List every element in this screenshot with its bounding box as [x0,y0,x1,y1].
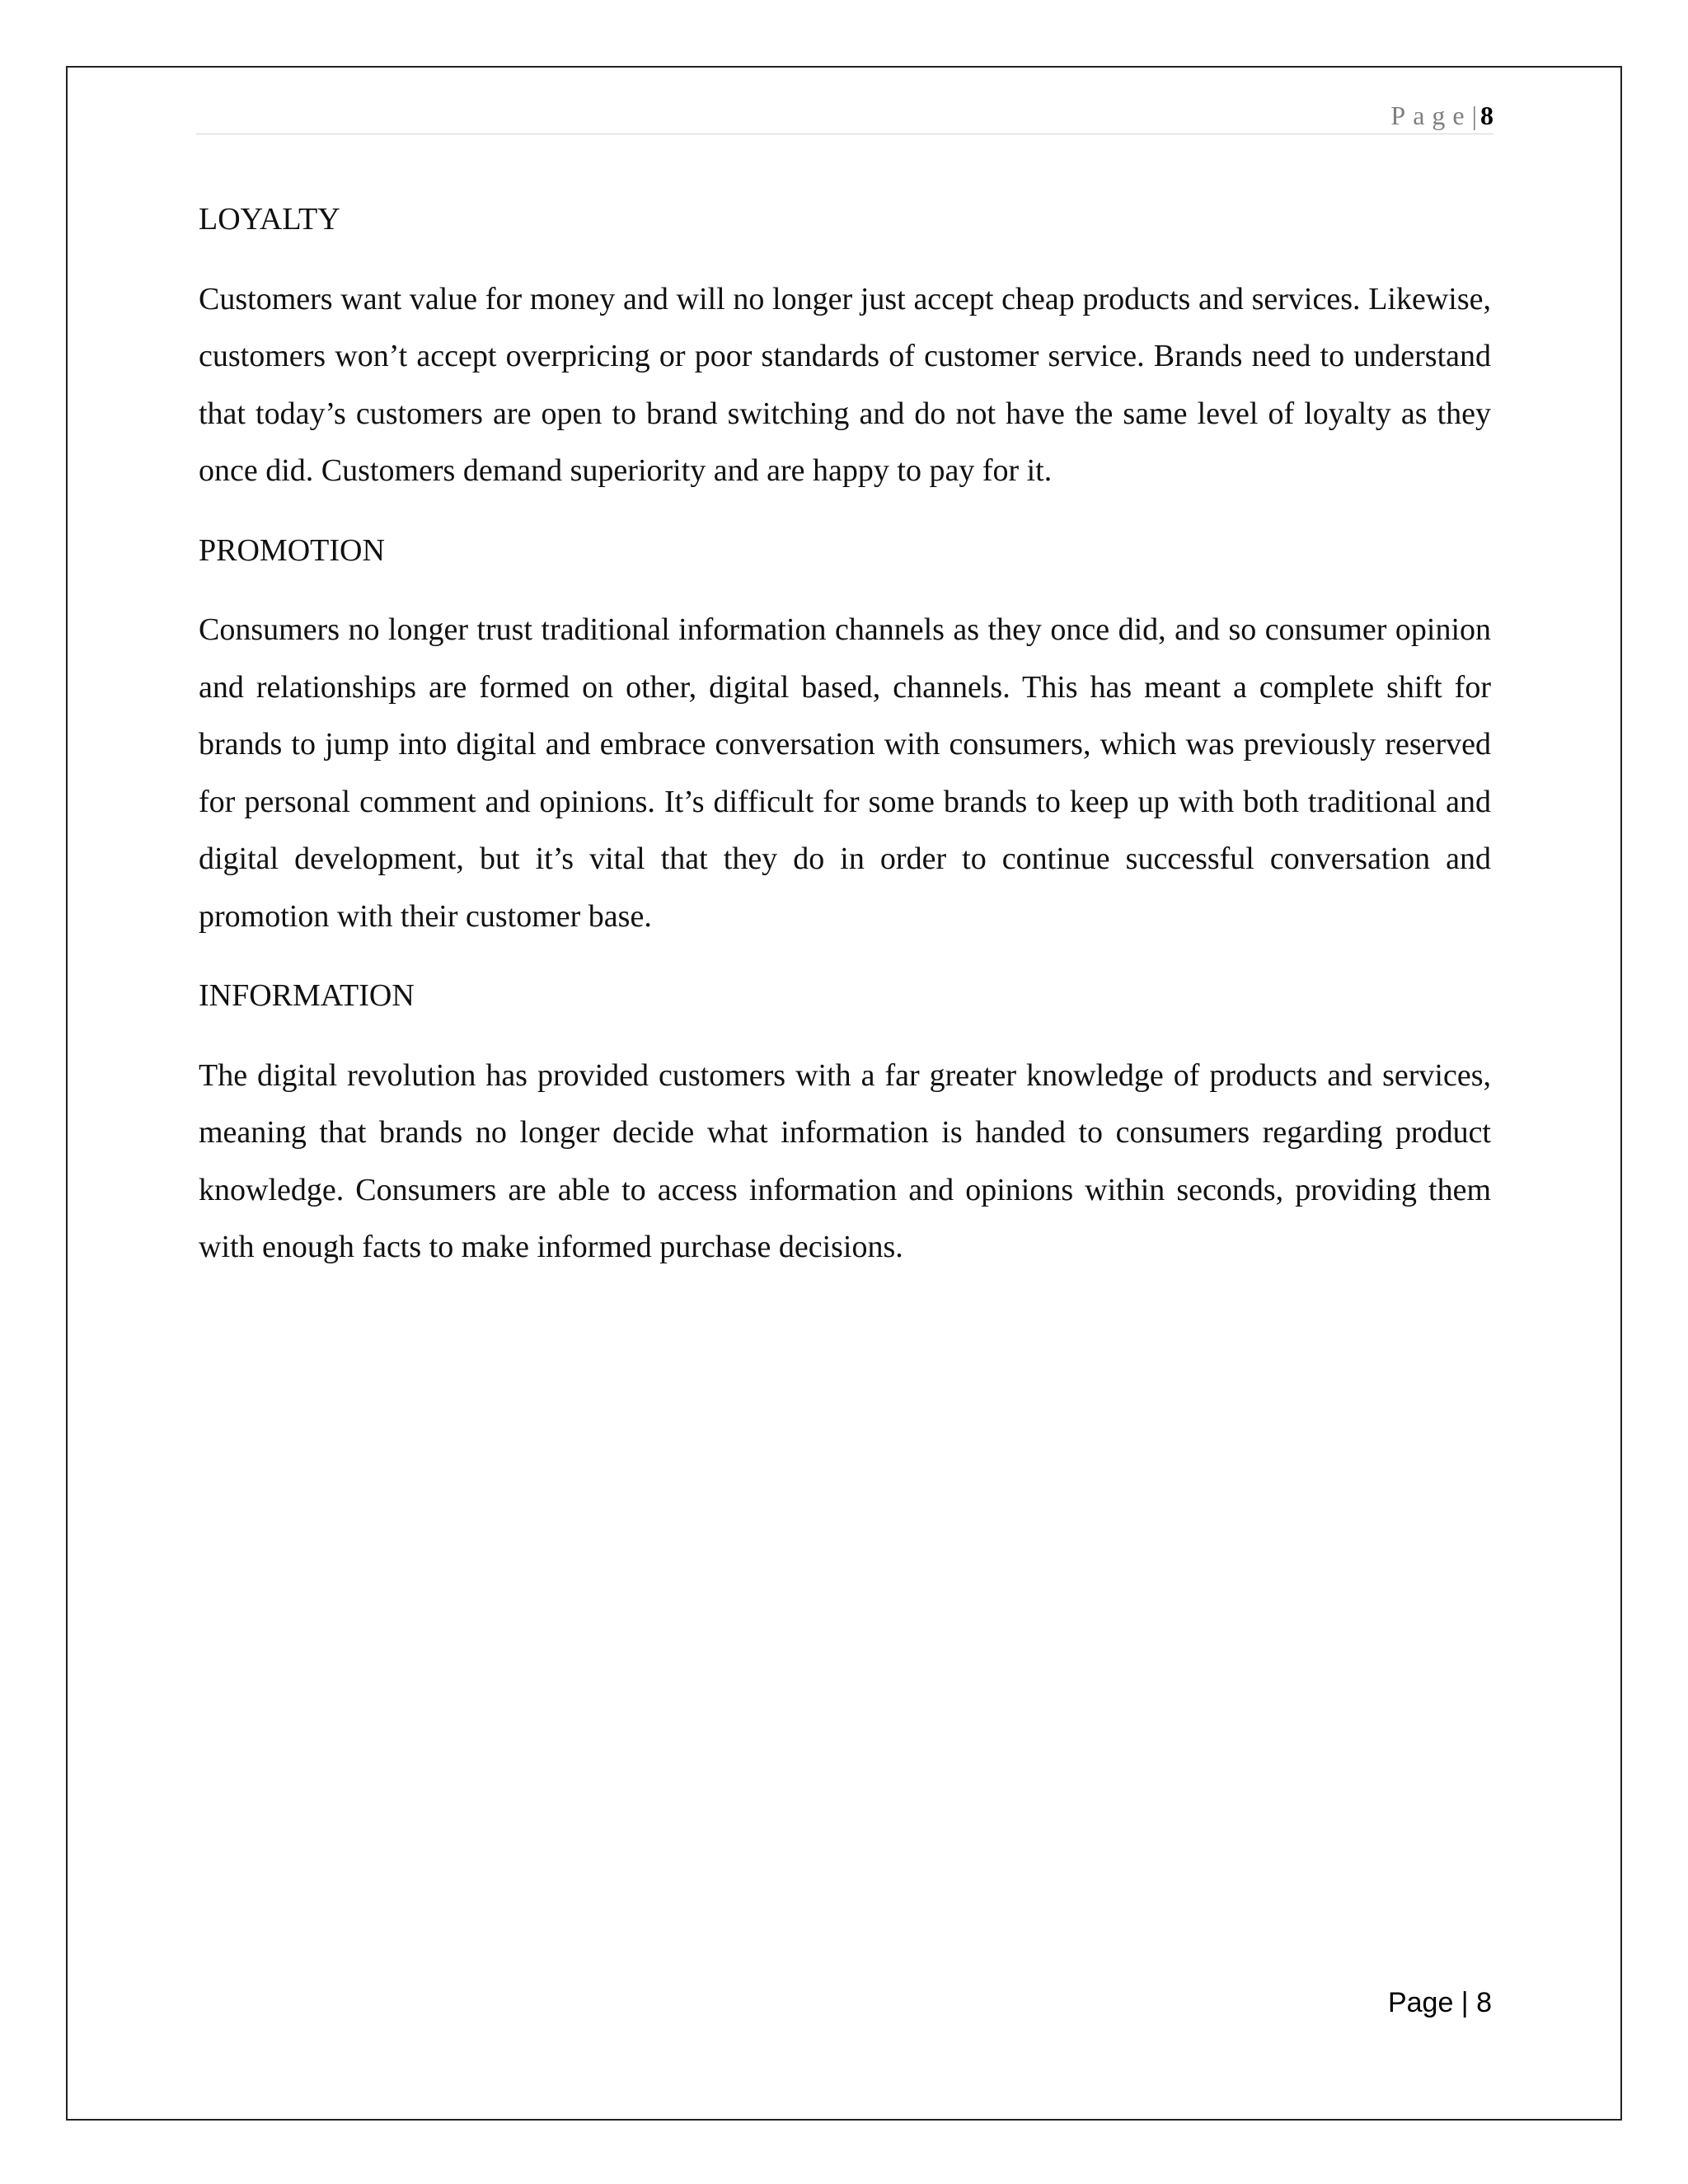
section-heading-information: INFORMATION [199,978,415,1013]
page-footer: Page | 8 [1387,1987,1492,2018]
section-paragraph-promotion: Consumers no longer trust traditional information channels as they once did, and so consumer opinion and relationships are formed on other, digital based, channels. This has meant a complete shift for brands to jump into digital and embrace conversation with consumers, which was previously reserved for personal comment and opinions. It’s difficult for some brands to keep up with both traditional and digital development, but it’s vital that they do in order to continue successful conversation and promotion with their customer base. [199,612,1491,934]
section-paragraph-loyalty: Customers want value for money and will no longer just accept cheap products and services. Likewise, customers won’t accept overpricing or poor standards of customer service. Brands need to understand that today’s customers are open to brand switching and do not have the same level of loyalty as they once did. Customers demand superiority and are happy to pay for it. [199,281,1491,488]
page-header [196,97,1493,134]
section-heading-promotion: PROMOTION [199,532,385,568]
document-body [199,191,1491,1299]
header-separator: | [1471,101,1477,130]
section-paragraph-information: The digital revolution has provided customers with a far greater knowledge of products and services, meaning that brands no longer decide what information is handed to consumers regarding product knowledge. Consumers are able to access information and opinions within seconds, providing them with enough facts to make informed purchase decisions. [199,1057,1491,1264]
header-page-label: Page [1390,101,1472,130]
section-heading-loyalty: LOYALTY [199,202,340,237]
header-page-number: 8 [1480,101,1493,130]
